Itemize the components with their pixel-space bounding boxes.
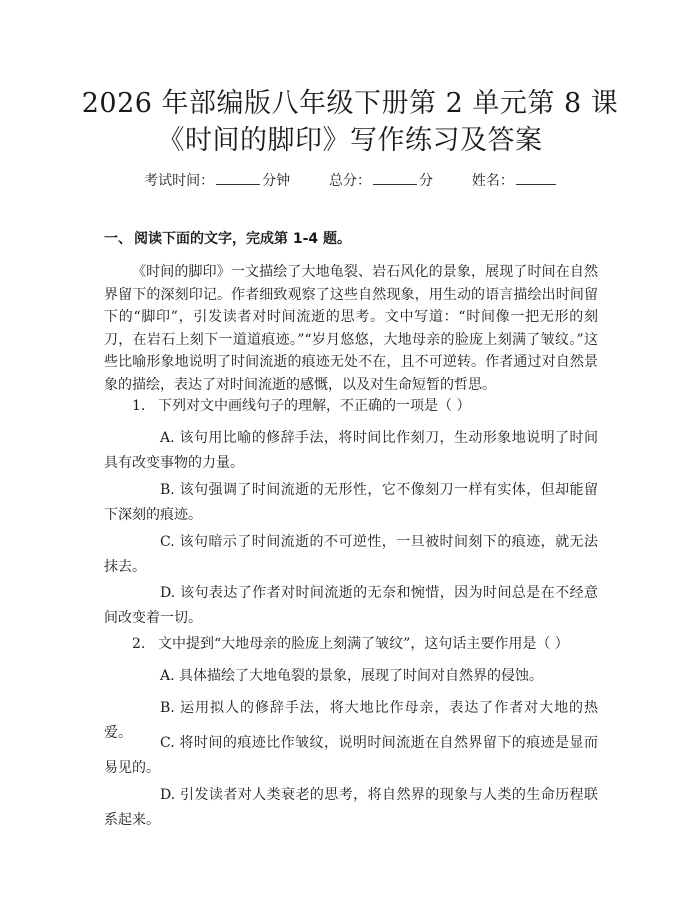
total-score-field [329, 170, 433, 191]
total-score-unit: 分 [419, 173, 433, 189]
question-1-option-c: C. 该句暗示了时间流逝的不可逆性，一旦被时间刻下的痕迹，就无法抹去。 [104, 534, 598, 575]
reading-passage: 《时间的脚印》一文描绘了大地龟裂、岩石风化的景象，展现了时间在自然界留下的深刻印记。作者细致观察了这些自然现象，用生动的语言描绘出时间留下的“脚印”，引发读者对时间流逝的思考。文中写道：“时间像一把无形的刻刀，在岩石上刻下一道道痕迹。”“岁月悠悠，大地母亲的脸庞上刻满了皱纹。”这些比喻形象地说明了时间流逝的痕迹无处不在，且不可逆转。作者通过对自然景象的描绘，表达了对时间流逝的感慨，以及对生命短暂的哲思。 [104, 264, 598, 393]
question-1-option-d: D. 该句表达了作者对时间流逝的无奈和惋惜，因为时间总是在不经意间改变着一切。 [104, 585, 598, 626]
section-heading-text: 阅读下面的文字，完成第 1-4 题。 [134, 231, 352, 247]
question-stem: 下列对文中画线句子的理解，不正确的一项是（ ） [158, 398, 471, 414]
exam-info-bar [0, 170, 700, 191]
exam-time-blank [216, 170, 260, 185]
question-2-option-d: D. 引发读者对人类衰老的思考，将自然界的现象与人类的生命历程联系起来。 [104, 787, 598, 828]
total-score-label: 总分： [329, 173, 371, 189]
section-heading [104, 229, 351, 249]
question-2 [132, 634, 569, 654]
exam-time-unit: 分钟 [262, 173, 291, 189]
question-1-option-a: A. 该句用比喻的修辞手法，将时间比作刻刀，生动形象地说明了时间具有改变事物的力量。 [104, 430, 598, 471]
question-2-option-c: C. 将时间的痕迹比作皱纹，说明时间流逝在自然界留下的痕迹是显而易见的。 [104, 735, 598, 776]
question-2-option-b: B. 运用拟人的修辞手法，将大地比作母亲，表达了作者对大地的热爱。 [104, 700, 598, 741]
document-title-line-2: 《时间的脚印》写作练习及答案 [157, 125, 543, 156]
question-number: 2. [132, 636, 146, 652]
question-number: 1. [132, 398, 146, 414]
document-title-line-1: 2026 年部编版八年级下册第 2 单元第 8 课 [81, 88, 619, 119]
question-2-option-a: A. 具体描绘了大地龟裂的景象，展现了时间对自然界的侵蚀。 [160, 668, 544, 684]
student-name-label: 姓名： [471, 173, 514, 189]
exam-time-label: 考试时间： [144, 173, 215, 189]
exam-time-field [144, 170, 290, 191]
total-score-blank [373, 170, 417, 185]
student-name-field [472, 170, 556, 191]
question-1-option-b: B. 该句强调了时间流逝的无形性，它不像刻刀一样有实体，但却能留下深刻的痕迹。 [104, 482, 598, 523]
section-number: 一、 [104, 231, 132, 247]
question-1 [132, 396, 470, 416]
question-stem: 文中提到“大地母亲的脸庞上刻满了皱纹”，这句话主要作用是（ ） [158, 636, 569, 652]
student-name-blank [516, 170, 556, 185]
